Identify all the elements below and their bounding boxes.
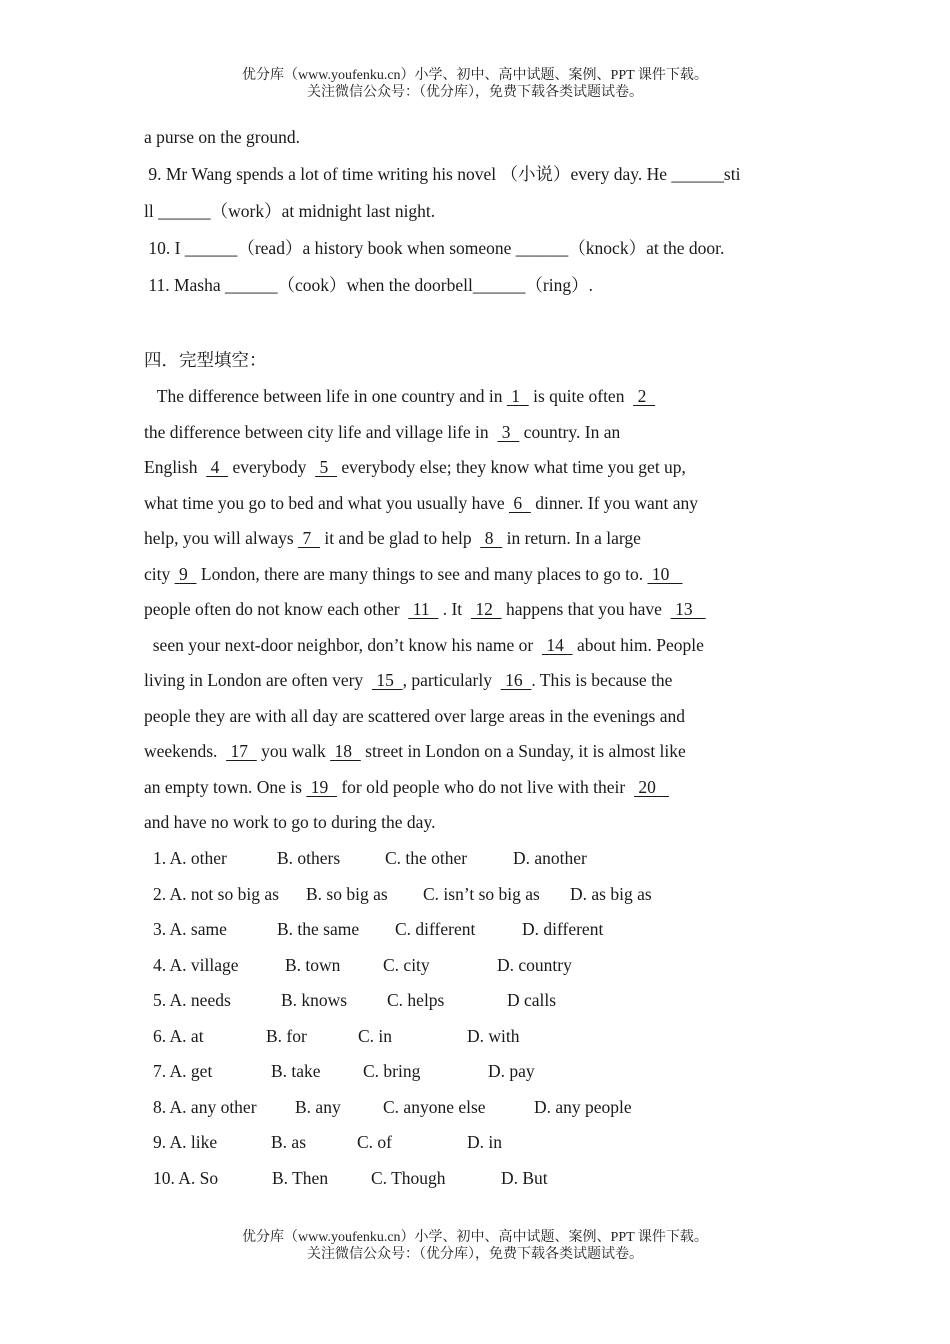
grammar-line-0: a purse on the ground.: [144, 127, 301, 147]
cloze-blank: 20: [633, 777, 669, 797]
cloze-text: living in London are often very: [144, 670, 372, 690]
option-1-d: D. another: [513, 848, 587, 868]
cloze-text: dinner. If you want any: [530, 493, 699, 513]
grammar-question-9-cont: ll ______（work）at midnight last night.: [144, 201, 436, 221]
option-8-c: C. anyone else: [383, 1096, 486, 1117]
cloze-blank: 1: [506, 386, 529, 406]
cloze-blank: 14: [542, 635, 573, 655]
header-line-2: 关注微信公众号：（优分库），免费下载各类试题试卷。: [307, 85, 643, 100]
cloze-text: everybody else; they know what time you get up,: [336, 457, 686, 477]
cloze-blank: 16: [500, 670, 532, 690]
footer-line-2: 关注微信公众号：（优分库），免费下载各类试题试卷。: [307, 1247, 643, 1262]
option-1-a: 1. A. other: [153, 848, 227, 868]
cloze-text: London, there are many things to see and many places to go to.: [196, 564, 648, 584]
option-10-d: D. But: [501, 1167, 548, 1188]
cloze-passage-line-1: [144, 385, 655, 407]
cloze-blank: 10: [647, 564, 683, 584]
cloze-passage-line-2: [144, 421, 620, 443]
cloze-passage-line-11: [144, 740, 686, 762]
option-9-a: 9. A. like: [153, 1132, 218, 1152]
cloze-text: English: [144, 457, 207, 477]
cloze-text: in return. In a large: [502, 528, 641, 548]
option-3-b: B. the same: [277, 919, 360, 939]
option-5-b: B. knows: [281, 990, 348, 1010]
option-10-c: C. Though: [371, 1167, 446, 1188]
cloze-passage-line-5: [144, 527, 641, 549]
cloze-text: weekends.: [144, 741, 227, 761]
cloze-passage-line-3: [144, 456, 686, 478]
option-3-a: 3. A. same: [153, 919, 227, 939]
cloze-passage-line-8: [144, 634, 704, 656]
page-header: [0, 67, 950, 101]
cloze-blank: 3: [497, 422, 520, 442]
cloze-text: you walk: [256, 741, 331, 761]
cloze-text: and have no work to go to during the day.: [144, 812, 436, 832]
grammar-question-11: 11. Masha ______（cook）when the doorbell______（ring）.: [144, 275, 593, 295]
option-10-a: 10. A. So: [153, 1167, 219, 1188]
cloze-blank: 9: [174, 564, 197, 584]
cloze-blank: 11: [408, 599, 439, 619]
option-6-c: C. in: [358, 1025, 393, 1046]
footer-line-1: 优分库（www.youfenku.cn）小学、初中、高中试题、案例、PPT 课件下载。: [242, 1230, 708, 1245]
cloze-text: what time you go to bed and what you usually have: [144, 493, 509, 513]
option-8-a: 8. A. any other: [153, 1096, 257, 1117]
header-line-1: 优分库（www.youfenku.cn）小学、初中、高中试题、案例、PPT 课件下载。: [242, 68, 708, 83]
option-7-b: B. take: [271, 1061, 321, 1081]
cloze-text: the difference between city life and village life in: [144, 422, 498, 442]
cloze-text: an empty town. One is: [144, 777, 307, 797]
cloze-text: city: [144, 564, 175, 584]
cloze-text: everybody: [228, 457, 316, 477]
option-10-b: B. Then: [272, 1167, 329, 1188]
cloze-passage-line-10: [144, 705, 685, 727]
cloze-text: about him. People: [572, 635, 704, 655]
option-9-b: B. as: [271, 1132, 306, 1152]
cloze-blank: 8: [480, 528, 503, 548]
option-9-d: D. in: [467, 1132, 502, 1152]
option-4-b: B. town: [285, 954, 341, 975]
grammar-question-9: 9. Mr Wang spends a lot of time writing his novel （小说）every day. He ______sti: [144, 164, 741, 184]
option-8-b: B. any: [295, 1096, 341, 1117]
cloze-passage-line-4: [144, 492, 698, 514]
option-4-a: 4. A. village: [153, 954, 239, 975]
option-1-c: C. the other: [385, 848, 468, 868]
cloze-text: . This is because the: [531, 670, 673, 690]
option-4-d: D. country: [497, 954, 572, 975]
cloze-blank: 17: [226, 741, 257, 761]
option-6-b: B. for: [266, 1025, 307, 1046]
cloze-passage-line-9: [144, 669, 672, 691]
cloze-text: is quite often: [528, 386, 634, 406]
cloze-blank: 4: [206, 457, 229, 477]
cloze-text: seen your next-door neighbor, don’t know his name or: [144, 635, 542, 655]
option-5-c: C. helps: [387, 990, 445, 1010]
option-7-c: C. bring: [363, 1061, 421, 1081]
cloze-blank: 7: [298, 528, 320, 548]
cloze-blank: 5: [315, 457, 337, 477]
cloze-text: happens that you have: [501, 599, 671, 619]
cloze-passage-line-6: [144, 563, 683, 585]
cloze-text: it and be glad to help: [319, 528, 481, 548]
cloze-text: for old people who do not live with their: [336, 777, 634, 797]
cloze-blank: 18: [330, 741, 361, 761]
option-9-c: C. of: [357, 1132, 392, 1152]
option-4-c: C. city: [383, 954, 430, 975]
option-6-a: 6. A. at: [153, 1025, 204, 1046]
option-2-d: D. as big as: [570, 883, 652, 904]
cloze-text: , particularly: [402, 670, 501, 690]
option-2-a: 2. A. not so big as: [153, 883, 279, 904]
option-5-d: D calls: [507, 990, 557, 1010]
cloze-text: country. In an: [519, 422, 621, 442]
cloze-text: people often do not know each other: [144, 599, 409, 619]
cloze-blank: 6: [509, 493, 531, 513]
option-2-c: C. isn’t so big as: [423, 883, 540, 904]
cloze-passage-line-7: [144, 598, 706, 620]
option-1-b: B. others: [277, 848, 341, 868]
cloze-passage-line-13: [144, 811, 435, 833]
cloze-text: . It: [438, 599, 471, 619]
option-6-d: D. with: [467, 1025, 520, 1046]
cloze-text: The difference between life in one country and in: [144, 386, 507, 406]
cloze-blank: 13: [670, 599, 706, 619]
cloze-blank: 15: [371, 670, 403, 690]
option-5-a: 5. A. needs: [153, 990, 231, 1010]
cloze-text: people they are with all day are scattered over large areas in the evenings and: [144, 706, 685, 726]
option-8-d: D. any people: [534, 1096, 632, 1117]
cloze-blank: 2: [633, 386, 656, 406]
option-3-c: C. different: [395, 919, 476, 939]
grammar-question-10: 10. I ______（read）a history book when someone ______（knock）at the door.: [144, 238, 725, 258]
page-footer: [0, 1229, 950, 1263]
cloze-section-title: 四．完型填空：: [144, 350, 267, 370]
cloze-text: street in London on a Sunday, it is almost like: [360, 741, 686, 761]
option-3-d: D. different: [522, 919, 604, 939]
cloze-text: help, you will always: [144, 528, 299, 548]
cloze-passage-line-12: [144, 776, 669, 798]
option-7-d: D. pay: [488, 1061, 535, 1081]
cloze-blank: 12: [470, 599, 502, 619]
cloze-blank: 19: [306, 777, 337, 797]
option-7-a: 7. A. get: [153, 1061, 213, 1081]
option-2-b: B. so big as: [306, 883, 388, 904]
